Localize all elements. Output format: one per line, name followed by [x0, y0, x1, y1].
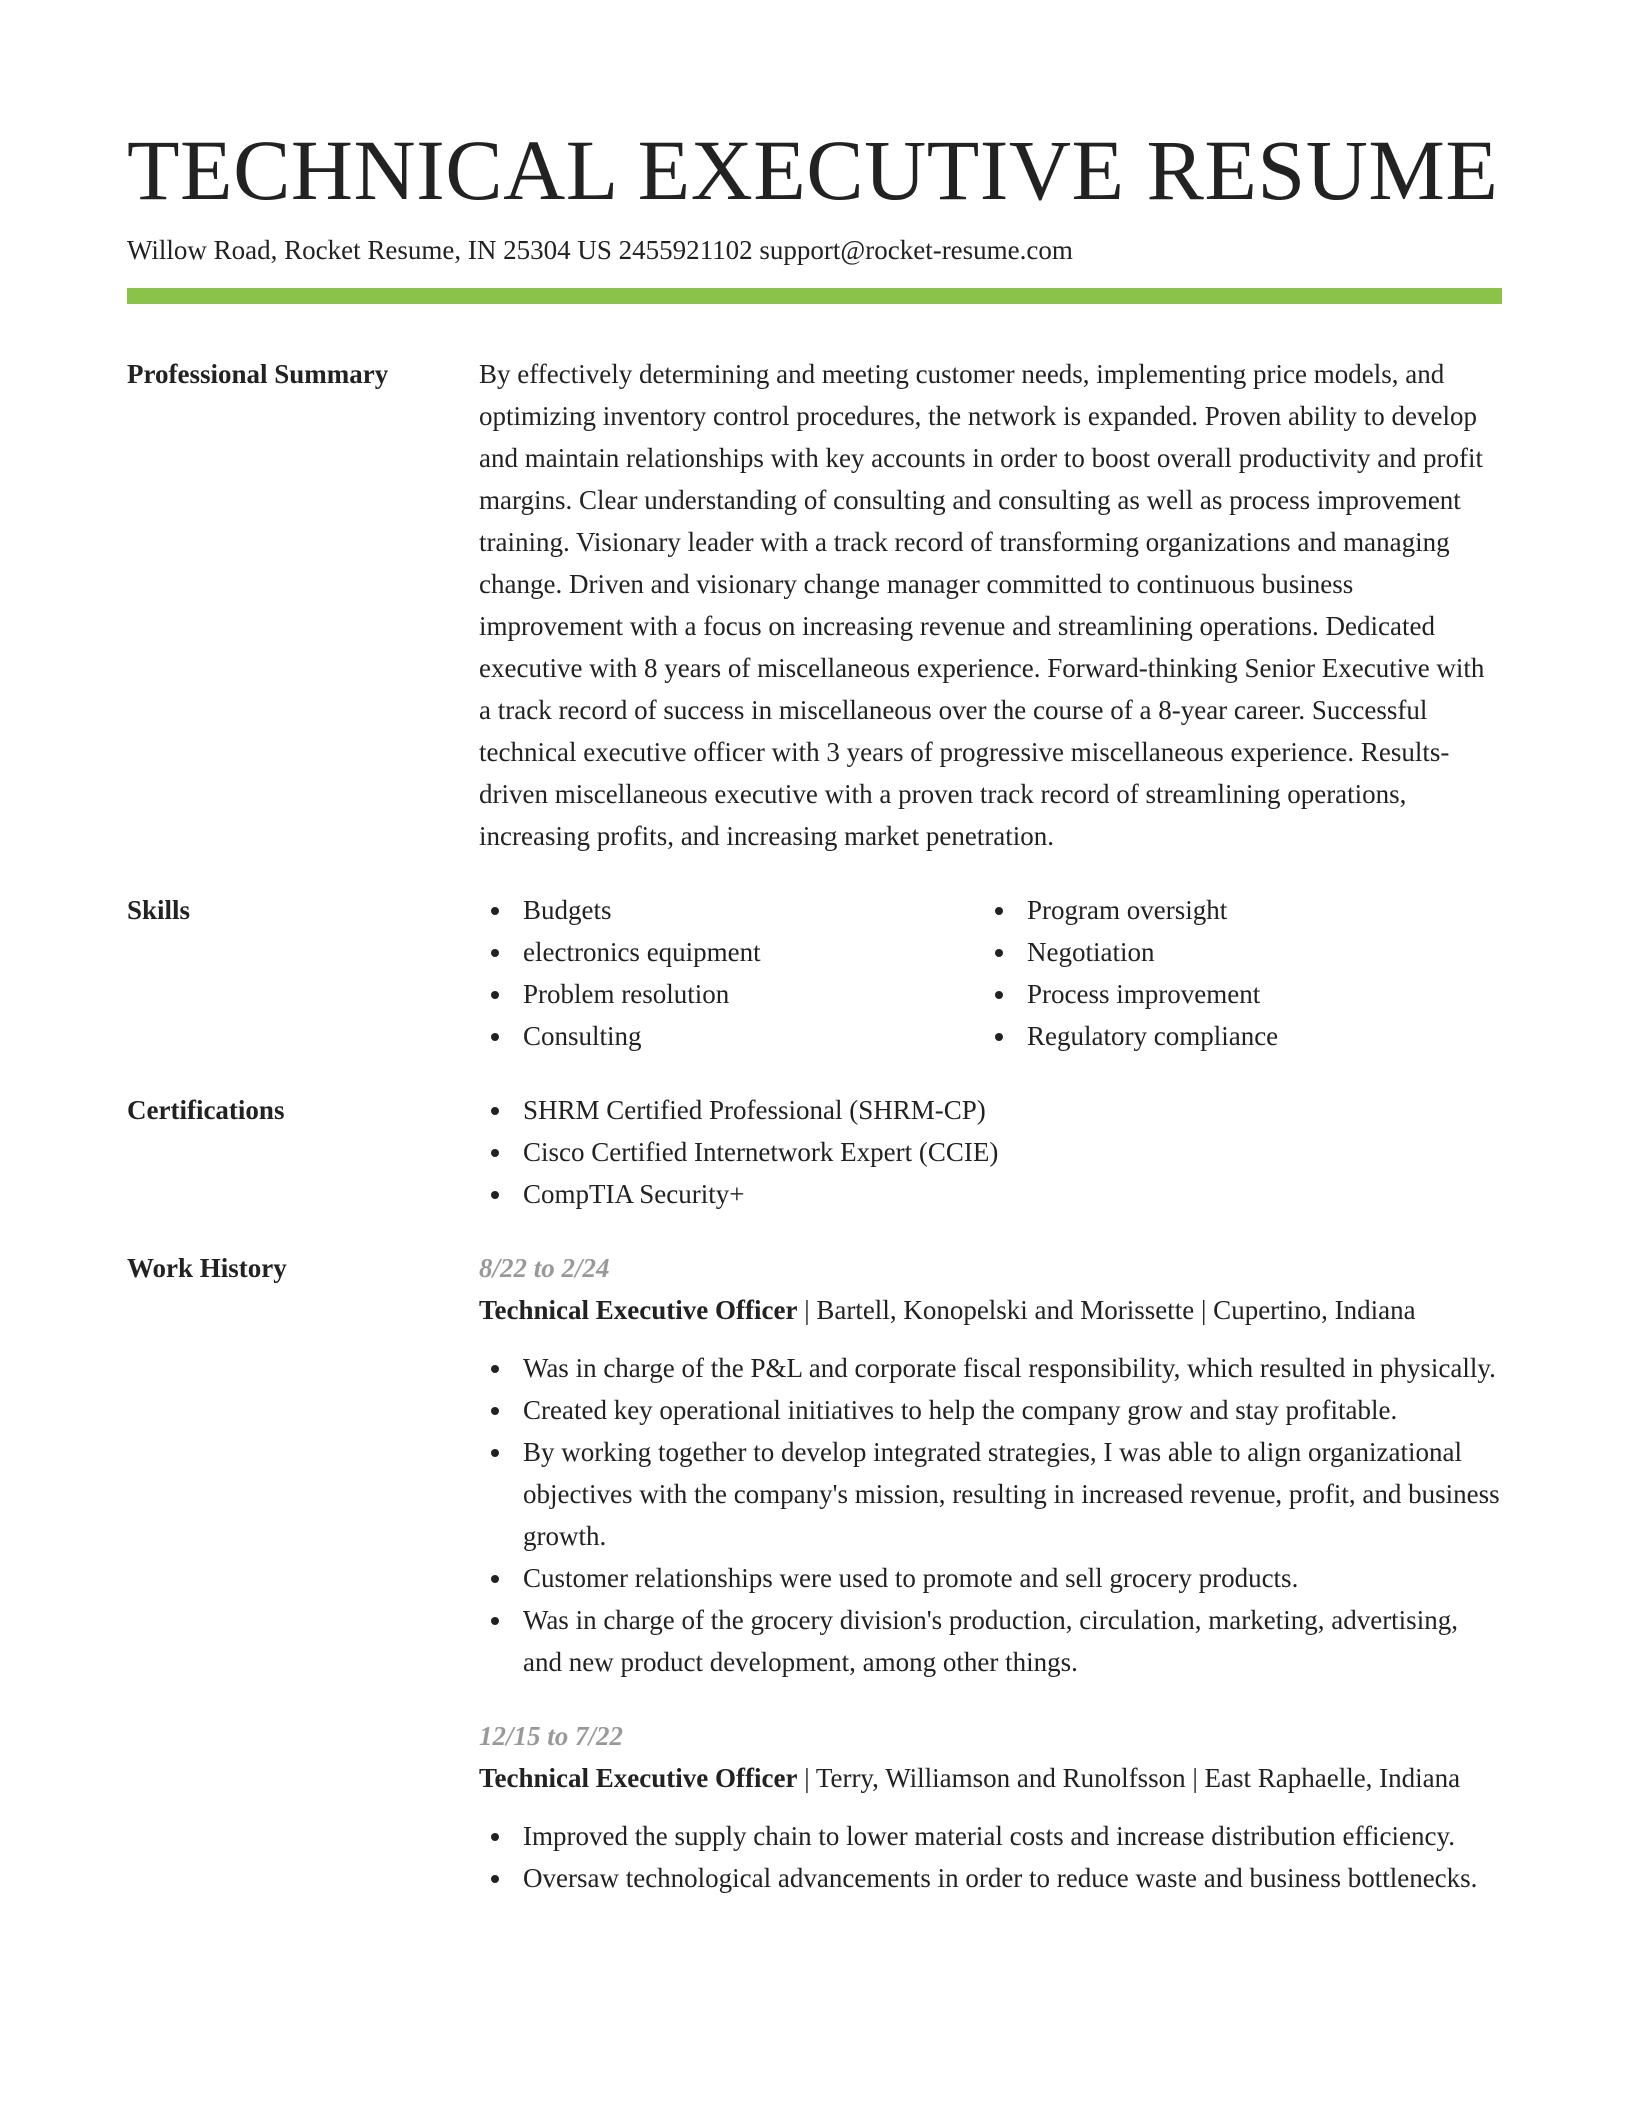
- skill-item: electronics equipment: [479, 931, 983, 973]
- certification-item: Cisco Certified Internetwork Expert (CCIE): [479, 1131, 1502, 1173]
- summary-section: [127, 353, 1502, 857]
- skill-item: Negotiation: [983, 931, 1487, 973]
- job-bullet: Created key operational initiatives to help the company grow and stay profitable.: [479, 1389, 1502, 1431]
- job-bullets: [479, 1347, 1502, 1683]
- header-divider: [127, 288, 1502, 304]
- job-entry: [479, 1247, 1502, 1683]
- skill-item: Regulatory compliance: [983, 1015, 1487, 1057]
- certifications-section: [127, 1089, 1502, 1215]
- skill-item: Consulting: [479, 1015, 983, 1057]
- certifications-list: [479, 1089, 1502, 1215]
- summary-label: Professional Summary: [127, 359, 389, 389]
- job-employer-location: | Bartell, Konopelski and Morissette | Cupertino, Indiana: [797, 1295, 1416, 1325]
- summary-text: By effectively determining and meeting customer needs, implementing price models, and optimizing inventory control procedures, the network is expanded. Proven ability to develop and maintain relationships with key accounts in order to boost overall productivity and profit margins. Clear understanding of consulting and consulting as well as process improvement training. Visionary leader with a track record of transforming organizations and managing change. Driven and visionary change manager committed to continuous business improvement with a focus on increasing revenue and streamlining operations. Dedicated executive with 8 years of miscellaneous experience. Forward-thinking Senior Executive with a track record of success in miscellaneous over the course of a 8-year career. Successful technical executive officer with 3 years of progressive miscellaneous experience. Results-driven miscellaneous executive with a proven track record of streamlining operations, increasing profits, and increasing market penetration.: [479, 359, 1485, 851]
- skill-item: Program oversight: [983, 889, 1487, 931]
- job-entry: [479, 1715, 1502, 1899]
- job-bullet: Customer relationships were used to promote and sell grocery products.: [479, 1557, 1502, 1599]
- job-heading: [479, 1289, 1502, 1331]
- job-heading: [479, 1757, 1502, 1799]
- job-employer-location: | Terry, Williamson and Runolfsson | East Raphaelle, Indiana: [797, 1763, 1461, 1793]
- contact-line: [127, 232, 1502, 268]
- job-bullets: [479, 1815, 1502, 1899]
- skills-list-left: [479, 889, 983, 1057]
- job-dates: 12/15 to 7/22: [479, 1721, 624, 1751]
- work-history-label: Work History: [127, 1253, 287, 1283]
- certification-item: SHRM Certified Professional (SHRM-CP): [479, 1089, 1502, 1131]
- job-bullet: Was in charge of the P&L and corporate fiscal responsibility, which resulted in physically.: [479, 1347, 1502, 1389]
- skill-item: Budgets: [479, 889, 983, 931]
- skill-item: Process improvement: [983, 973, 1487, 1015]
- resume-page: [127, 120, 1502, 1899]
- certifications-label: Certifications: [127, 1095, 285, 1125]
- work-history-section: [127, 1247, 1502, 1899]
- skill-item: Problem resolution: [479, 973, 983, 1015]
- contact-phone: 2455921102: [618, 235, 753, 265]
- skills-section: [127, 889, 1502, 1057]
- skills-list-right: [983, 889, 1487, 1057]
- job-dates: 8/22 to 2/24: [479, 1253, 610, 1283]
- job-bullet: Oversaw technological advancements in order to reduce waste and business bottlenecks.: [479, 1857, 1502, 1899]
- job-title: Technical Executive Officer: [479, 1295, 798, 1325]
- job-bullet: Improved the supply chain to lower material costs and increase distribution efficiency.: [479, 1815, 1502, 1857]
- contact-address: Willow Road, Rocket Resume, IN 25304 US: [127, 235, 612, 265]
- skills-label: Skills: [127, 895, 191, 925]
- contact-email: support@rocket-resume.com: [759, 235, 1073, 265]
- job-bullet: Was in charge of the grocery division's production, circulation, marketing, advertising, and new product development, among other things.: [479, 1599, 1502, 1683]
- resume-title: TECHNICAL EXECUTIVE RESUME: [127, 122, 1499, 218]
- job-bullet: By working together to develop integrated strategies, I was able to align organizational objectives with the company's mission, resulting in increased revenue, profit, and business growth.: [479, 1431, 1502, 1557]
- certification-item: CompTIA Security+: [479, 1173, 1502, 1215]
- skills-grid: [479, 889, 1502, 1057]
- job-title: Technical Executive Officer: [479, 1763, 798, 1793]
